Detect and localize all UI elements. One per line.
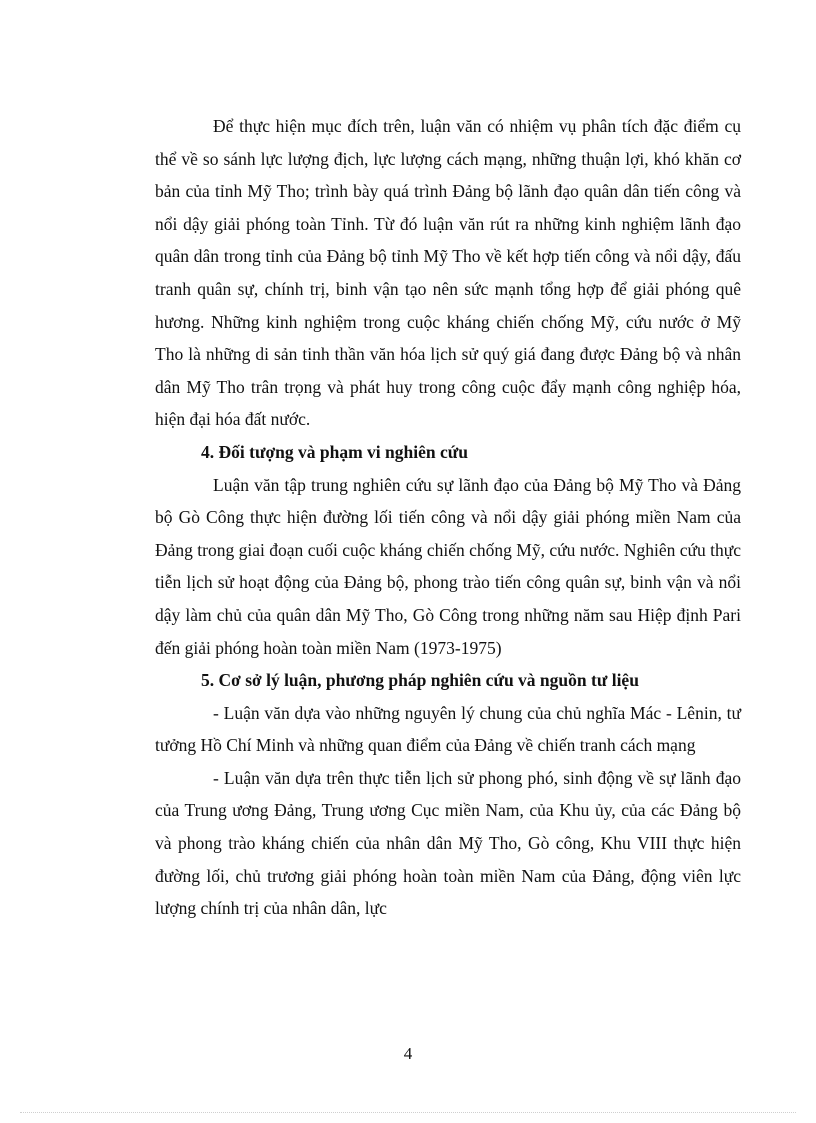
- page-number: 4: [403, 1044, 413, 1063]
- section-heading-methodology: 5. Cơ sở lý luận, phương pháp nghiên cứu và nguồn tư liệu: [201, 670, 639, 691]
- paragraph-objectives: Để thực hiện mục đích trên, luận văn có nhiệm vụ phân tích đặc điểm cụ thể về so sánh lực lượng địch, lực lượng cách mạng, những thuận lợi, khó khăn cơ bản của tỉnh Mỹ Tho; trình bày quá trình Đảng bộ lãnh đạo quân dân tiến công và nổi dậy giải phóng toàn Tỉnh. Từ đó luận văn rút ra những kinh nghiệm lãnh đạo quân dân trong tỉnh của Đảng bộ tỉnh Mỹ Tho về kết hợp tiến công và nổi dậy, đấu tranh quân sự, chính trị, binh vận tạo nên sức mạnh tổng hợp để giải phóng quê hương. Những kinh nghiệm trong cuộc kháng chiến chống Mỹ, cứu nước ở Mỹ Tho là những di sản tinh thần văn hóa lịch sử quý giá đang được Đảng bộ và nhân dân Mỹ Tho trân trọng và phát huy trong công cuộc đẩy mạnh công nghiệp hóa, hiện đại hóa đất nước.: [155, 116, 741, 430]
- paragraph-scope: Luận văn tập trung nghiên cứu sự lãnh đạo của Đảng bộ Mỹ Tho và Đảng bộ Gò Công thực hiện đường lối tiến công và nổi dậy giải phóng miền Nam của Đảng trong giai đoạn cuối cuộc kháng chiến chống Mỹ, cứu nước. Nghiên cứu thực tiễn lịch sử hoạt động của Đảng bộ, phong trào tiến công quân sự, binh vận và nổi dậy làm chủ của quân dân Mỹ Tho, Gò Công trong những năm sau Hiệp định Pari đến giải phóng hoàn toàn miền Nam (1973-1975): [155, 474, 741, 658]
- page-bottom-divider: [20, 1112, 796, 1113]
- paragraph-theory-basis: - Luận văn dựa vào những nguyên lý chung của chủ nghĩa Mác - Lênin, tư tưởng Hồ Chí Minh và những quan điểm của Đảng về chiến tranh cách mạng: [155, 702, 741, 756]
- paragraph-practice-basis: - Luận văn dựa trên thực tiễn lịch sử phong phó, sinh động về sự lãnh đạo của Trung ương Đảng, Trung ương Cục miền Nam, của Khu ủy, của các Đảng bộ và phong trào kháng chiến của nhân dân Mỹ Tho, Gò công, Khu VIII thực hiện đường lối, chủ trương giải phóng hoàn toàn miền Nam của Đảng, động viên lực lượng chính trị của nhân dân, lực: [155, 767, 741, 919]
- page-content: [155, 110, 741, 925]
- section-heading-scope: 4. Đối tượng và phạm vi nghiên cứu: [201, 441, 468, 462]
